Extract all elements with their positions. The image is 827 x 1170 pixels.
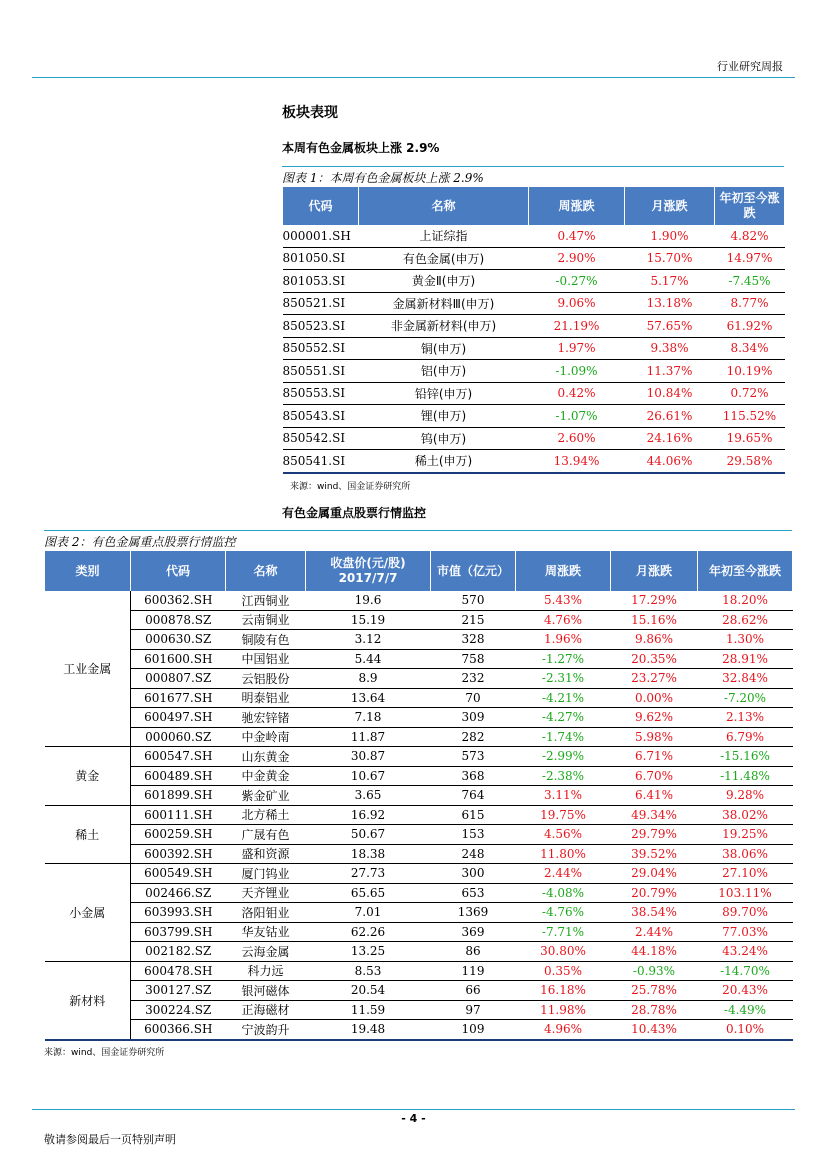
market-cap-cell: 615 — [431, 805, 516, 825]
code-cell: 600478.SH — [131, 961, 226, 981]
ytd-change-cell: 8.77% — [715, 292, 785, 315]
name-cell: 科力远 — [226, 961, 306, 981]
month-change-cell: 44.06% — [625, 450, 715, 473]
close-price-cell: 7.01 — [306, 903, 431, 923]
week-change-cell: 1.97% — [529, 337, 625, 360]
week-change-cell: -4.08% — [516, 883, 611, 903]
week-change-cell: 19.75% — [516, 805, 611, 825]
ytd-change-cell: 19.25% — [698, 825, 793, 845]
month-change-cell: 28.78% — [611, 1000, 698, 1020]
table-row — [283, 427, 785, 450]
code-cell: 600489.SH — [131, 766, 226, 786]
table-row — [45, 688, 793, 708]
code-cell: 000807.SZ — [131, 669, 226, 689]
name-cell: 云海金属 — [226, 942, 306, 962]
name-cell: 铜(申万) — [359, 337, 529, 360]
week-change-cell: -0.27% — [529, 270, 625, 293]
ytd-change-cell: 0.72% — [715, 382, 785, 405]
table-row — [45, 669, 793, 689]
ytd-change-cell: 1.30% — [698, 630, 793, 650]
month-change-cell: 1.90% — [625, 225, 715, 247]
name-cell: 铜陵有色 — [226, 630, 306, 650]
code-cell: 600547.SH — [131, 747, 226, 767]
market-cap-cell: 758 — [431, 649, 516, 669]
name-cell: 金属新材料Ⅲ(申万) — [359, 292, 529, 315]
week-change-cell: -1.27% — [516, 649, 611, 669]
ytd-change-cell: 4.82% — [715, 225, 785, 247]
table-row — [45, 747, 793, 767]
market-cap-cell: 573 — [431, 747, 516, 767]
week-change-cell: 3.11% — [516, 786, 611, 806]
col-header-week: 周涨跌 — [516, 551, 611, 591]
close-price-cell: 62.26 — [306, 922, 431, 942]
ytd-change-cell: 6.79% — [698, 727, 793, 747]
code-cell: 300224.SZ — [131, 1000, 226, 1020]
month-change-cell: 5.98% — [611, 727, 698, 747]
market-cap-cell: 653 — [431, 883, 516, 903]
table2-source: 来源：wind、国金证券研究所 — [44, 1048, 165, 1058]
month-change-cell: 10.43% — [611, 1020, 698, 1040]
month-change-cell: 44.18% — [611, 942, 698, 962]
ytd-change-cell: 18.20% — [698, 591, 793, 610]
name-cell: 中国铝业 — [226, 649, 306, 669]
code-cell: 300127.SZ — [131, 981, 226, 1001]
table-row — [283, 337, 785, 360]
name-cell: 明泰铝业 — [226, 688, 306, 708]
close-price-cell: 19.48 — [306, 1020, 431, 1040]
ytd-change-cell: 77.03% — [698, 922, 793, 942]
table-row — [283, 292, 785, 315]
week-change-cell: -4.76% — [516, 903, 611, 923]
month-change-cell: 49.34% — [611, 805, 698, 825]
close-price-cell: 11.87 — [306, 727, 431, 747]
table-row — [45, 1020, 793, 1040]
table-row — [45, 649, 793, 669]
category-cell: 黄金 — [45, 747, 131, 806]
table-row — [45, 981, 793, 1001]
code-cell: 000878.SZ — [131, 610, 226, 630]
week-change-cell: 9.06% — [529, 292, 625, 315]
close-price-cell: 18.38 — [306, 844, 431, 864]
code-cell: 600549.SH — [131, 864, 226, 884]
week-change-cell: 2.44% — [516, 864, 611, 884]
header-rule — [32, 77, 795, 78]
week-change-cell: 2.90% — [529, 247, 625, 270]
table-row — [45, 961, 793, 981]
ytd-change-cell: -14.70% — [698, 961, 793, 981]
ytd-change-cell: 0.10% — [698, 1020, 793, 1040]
name-cell: 天齐锂业 — [226, 883, 306, 903]
ytd-change-cell: 8.34% — [715, 337, 785, 360]
table-row — [45, 766, 793, 786]
close-price-cell: 16.92 — [306, 805, 431, 825]
ytd-change-cell: -7.45% — [715, 270, 785, 293]
table-row — [283, 360, 785, 383]
name-cell: 钨(申万) — [359, 427, 529, 450]
code-cell: 850542.SI — [283, 427, 359, 450]
market-cap-cell: 70 — [431, 688, 516, 708]
week-change-cell: -4.27% — [516, 708, 611, 728]
ytd-change-cell: -15.16% — [698, 747, 793, 767]
code-cell: 801053.SI — [283, 270, 359, 293]
week-change-cell: 16.18% — [516, 981, 611, 1001]
ytd-change-cell: 27.10% — [698, 864, 793, 884]
name-cell: 中金岭南 — [226, 727, 306, 747]
name-cell: 锂(申万) — [359, 405, 529, 428]
month-change-cell: 5.17% — [625, 270, 715, 293]
name-cell: 山东黄金 — [226, 747, 306, 767]
month-change-cell: 11.37% — [625, 360, 715, 383]
market-cap-cell: 86 — [431, 942, 516, 962]
table-row — [45, 883, 793, 903]
name-cell: 云铝股份 — [226, 669, 306, 689]
week-change-cell: -4.21% — [516, 688, 611, 708]
month-change-cell: 29.79% — [611, 825, 698, 845]
close-price-cell: 50.67 — [306, 825, 431, 845]
market-cap-cell: 215 — [431, 610, 516, 630]
col-header-month: 月涨跌 — [611, 551, 698, 591]
ytd-change-cell: 14.97% — [715, 247, 785, 270]
month-change-cell: 15.70% — [625, 247, 715, 270]
name-cell: 正海磁材 — [226, 1000, 306, 1020]
ytd-change-cell: 38.02% — [698, 805, 793, 825]
week-change-cell: 4.96% — [516, 1020, 611, 1040]
week-change-cell: -2.38% — [516, 766, 611, 786]
month-change-cell: 24.16% — [625, 427, 715, 450]
week-change-cell: -1.74% — [516, 727, 611, 747]
name-cell: 铅锌(申万) — [359, 382, 529, 405]
month-change-cell: 9.62% — [611, 708, 698, 728]
ytd-change-cell: 28.91% — [698, 649, 793, 669]
market-cap-cell: 66 — [431, 981, 516, 1001]
ytd-change-cell: 43.24% — [698, 942, 793, 962]
table-row — [283, 270, 785, 293]
close-price-cell: 3.65 — [306, 786, 431, 806]
stock-monitor-table — [44, 551, 793, 1041]
table-row — [45, 610, 793, 630]
ytd-change-cell: 103.11% — [698, 883, 793, 903]
page-number: - 4 - — [401, 1112, 426, 1125]
month-change-cell: 57.65% — [625, 315, 715, 338]
code-cell: 603993.SH — [131, 903, 226, 923]
market-cap-cell: 328 — [431, 630, 516, 650]
market-cap-cell: 248 — [431, 844, 516, 864]
month-change-cell: 25.78% — [611, 981, 698, 1001]
name-cell: 华友钴业 — [226, 922, 306, 942]
market-cap-cell: 153 — [431, 825, 516, 845]
col-header-name: 名称 — [359, 187, 529, 225]
table-row — [283, 450, 785, 473]
market-cap-cell: 97 — [431, 1000, 516, 1020]
ytd-change-cell: -4.49% — [698, 1000, 793, 1020]
table-row — [283, 247, 785, 270]
week-change-cell: 4.56% — [516, 825, 611, 845]
month-change-cell: 6.70% — [611, 766, 698, 786]
table1-caption: 图表 1：本周有色金属板块上涨 2.9% — [282, 166, 784, 186]
table-row — [45, 825, 793, 845]
name-cell: 上证综指 — [359, 225, 529, 247]
code-cell: 000630.SZ — [131, 630, 226, 650]
market-cap-cell: 232 — [431, 669, 516, 689]
week-change-cell: -1.07% — [529, 405, 625, 428]
code-cell: 850553.SI — [283, 382, 359, 405]
code-cell: 601600.SH — [131, 649, 226, 669]
category-cell: 工业金属 — [45, 591, 131, 747]
week-change-cell: 13.94% — [529, 450, 625, 473]
close-price-cell: 30.87 — [306, 747, 431, 767]
ytd-change-cell: -11.48% — [698, 766, 793, 786]
close-price-cell: 65.65 — [306, 883, 431, 903]
close-price-cell: 8.9 — [306, 669, 431, 689]
market-cap-cell: 369 — [431, 922, 516, 942]
code-cell: 000060.SZ — [131, 727, 226, 747]
market-cap-cell: 368 — [431, 766, 516, 786]
month-change-cell: 20.79% — [611, 883, 698, 903]
ytd-change-cell: 29.58% — [715, 450, 785, 473]
month-change-cell: 0.00% — [611, 688, 698, 708]
close-price-cell: 3.12 — [306, 630, 431, 650]
month-change-cell: 15.16% — [611, 610, 698, 630]
month-change-cell: 20.35% — [611, 649, 698, 669]
name-cell: 宁波韵升 — [226, 1020, 306, 1040]
table-row — [45, 1000, 793, 1020]
week-change-cell: 5.43% — [516, 591, 611, 610]
month-change-cell: 10.84% — [625, 382, 715, 405]
ytd-change-cell: 20.43% — [698, 981, 793, 1001]
col-header-week: 周涨跌 — [529, 187, 625, 225]
week-change-cell: 0.35% — [516, 961, 611, 981]
name-cell: 广晟有色 — [226, 825, 306, 845]
name-cell: 紫金矿业 — [226, 786, 306, 806]
disclaimer-note: 敬请参阅最后一页特别声明 — [44, 1133, 176, 1146]
name-cell: 云南铜业 — [226, 610, 306, 630]
close-price-cell: 11.59 — [306, 1000, 431, 1020]
col-header-category: 类别 — [45, 551, 131, 591]
name-cell: 北方稀土 — [226, 805, 306, 825]
col-header-ytd: 年初至今涨跌 — [715, 187, 785, 225]
ytd-change-cell: 9.28% — [698, 786, 793, 806]
name-cell: 黄金Ⅱ(申万) — [359, 270, 529, 293]
close-price-cell: 10.67 — [306, 766, 431, 786]
market-cap-cell: 570 — [431, 591, 516, 610]
market-cap-cell: 119 — [431, 961, 516, 981]
table-row — [45, 591, 793, 610]
name-cell: 有色金属(申万) — [359, 247, 529, 270]
close-price-cell: 20.54 — [306, 981, 431, 1001]
table-row — [283, 225, 785, 247]
close-price-cell: 19.6 — [306, 591, 431, 610]
month-change-cell: 2.44% — [611, 922, 698, 942]
week-change-cell: 11.98% — [516, 1000, 611, 1020]
week-change-cell: 0.47% — [529, 225, 625, 247]
code-cell: 600362.SH — [131, 591, 226, 610]
col-header-code: 代码 — [283, 187, 359, 225]
close-price-cell: 5.44 — [306, 649, 431, 669]
table-row — [45, 708, 793, 728]
ytd-change-cell: 28.62% — [698, 610, 793, 630]
code-cell: 600392.SH — [131, 844, 226, 864]
sector-performance-table — [282, 187, 785, 474]
name-cell: 中金黄金 — [226, 766, 306, 786]
name-cell: 铝(申万) — [359, 360, 529, 383]
table-row — [283, 315, 785, 338]
code-cell: 600111.SH — [131, 805, 226, 825]
section-title: 板块表现 — [282, 105, 338, 121]
week-change-cell: 11.80% — [516, 844, 611, 864]
code-cell: 002466.SZ — [131, 883, 226, 903]
market-cap-cell: 764 — [431, 786, 516, 806]
ytd-change-cell: -7.20% — [698, 688, 793, 708]
code-cell: 601899.SH — [131, 786, 226, 806]
code-cell: 850541.SI — [283, 450, 359, 473]
table-row — [45, 942, 793, 962]
code-cell: 850543.SI — [283, 405, 359, 428]
close-price-cell: 27.73 — [306, 864, 431, 884]
table-row — [283, 382, 785, 405]
table2-caption: 图表 2：有色金属重点股票行情监控 — [44, 530, 792, 550]
code-cell: 600366.SH — [131, 1020, 226, 1040]
category-cell: 稀土 — [45, 805, 131, 864]
month-change-cell: 9.38% — [625, 337, 715, 360]
month-change-cell: 39.52% — [611, 844, 698, 864]
col-header-month: 月涨跌 — [625, 187, 715, 225]
market-cap-cell: 282 — [431, 727, 516, 747]
month-change-cell: 26.61% — [625, 405, 715, 428]
month-change-cell: 6.41% — [611, 786, 698, 806]
name-cell: 洛阳钼业 — [226, 903, 306, 923]
market-cap-cell: 109 — [431, 1020, 516, 1040]
ytd-change-cell: 61.92% — [715, 315, 785, 338]
table-row — [45, 864, 793, 884]
close-price-cell: 8.53 — [306, 961, 431, 981]
col-header-ytd: 年初至今涨跌 — [698, 551, 793, 591]
col-header-name: 名称 — [226, 551, 306, 591]
name-cell: 江西铜业 — [226, 591, 306, 610]
col-header-close-price: 收盘价(元/股) 2017/7/7 — [306, 551, 431, 591]
code-cell: 600497.SH — [131, 708, 226, 728]
table-row — [45, 844, 793, 864]
report-type-label: 行业研究周报 — [717, 60, 783, 73]
name-cell: 非金属新材料(申万) — [359, 315, 529, 338]
table-row — [45, 727, 793, 747]
name-cell: 银河磁体 — [226, 981, 306, 1001]
code-cell: 002182.SZ — [131, 942, 226, 962]
code-cell: 850551.SI — [283, 360, 359, 383]
code-cell: 850523.SI — [283, 315, 359, 338]
subtitle-stocks: 有色金属重点股票行情监控 — [282, 506, 427, 520]
col-header-market-cap: 市值（亿元） — [431, 551, 516, 591]
month-change-cell: 23.27% — [611, 669, 698, 689]
name-cell: 稀土(申万) — [359, 450, 529, 473]
month-change-cell: 17.29% — [611, 591, 698, 610]
table-row — [45, 630, 793, 650]
close-price-cell: 13.25 — [306, 942, 431, 962]
ytd-change-cell: 10.19% — [715, 360, 785, 383]
code-cell: 850521.SI — [283, 292, 359, 315]
code-cell: 600259.SH — [131, 825, 226, 845]
week-change-cell: 21.19% — [529, 315, 625, 338]
close-price-cell: 7.18 — [306, 708, 431, 728]
table-row — [45, 903, 793, 923]
code-cell: 801050.SI — [283, 247, 359, 270]
week-change-cell: -1.09% — [529, 360, 625, 383]
ytd-change-cell: 115.52% — [715, 405, 785, 428]
table1-source: 来源：wind、国金证券研究所 — [290, 482, 411, 492]
code-cell: 000001.SH — [283, 225, 359, 247]
name-cell: 驰宏锌锗 — [226, 708, 306, 728]
subtitle-sector: 本周有色金属板块上涨 2.9% — [282, 141, 440, 155]
ytd-change-cell: 19.65% — [715, 427, 785, 450]
week-change-cell: 0.42% — [529, 382, 625, 405]
ytd-change-cell: 38.06% — [698, 844, 793, 864]
week-change-cell: 1.96% — [516, 630, 611, 650]
close-price-cell: 15.19 — [306, 610, 431, 630]
week-change-cell: -2.99% — [516, 747, 611, 767]
table-row — [45, 805, 793, 825]
market-cap-cell: 309 — [431, 708, 516, 728]
code-cell: 603799.SH — [131, 922, 226, 942]
month-change-cell: -0.93% — [611, 961, 698, 981]
ytd-change-cell: 32.84% — [698, 669, 793, 689]
close-price-cell: 13.64 — [306, 688, 431, 708]
month-change-cell: 6.71% — [611, 747, 698, 767]
market-cap-cell: 1369 — [431, 903, 516, 923]
category-cell: 小金属 — [45, 864, 131, 962]
month-change-cell: 9.86% — [611, 630, 698, 650]
week-change-cell: -2.31% — [516, 669, 611, 689]
market-cap-cell: 300 — [431, 864, 516, 884]
week-change-cell: 2.60% — [529, 427, 625, 450]
name-cell: 厦门钨业 — [226, 864, 306, 884]
ytd-change-cell: 89.70% — [698, 903, 793, 923]
month-change-cell: 29.04% — [611, 864, 698, 884]
name-cell: 盛和资源 — [226, 844, 306, 864]
col-header-code: 代码 — [131, 551, 226, 591]
code-cell: 850552.SI — [283, 337, 359, 360]
table-row — [283, 405, 785, 428]
week-change-cell: 30.80% — [516, 942, 611, 962]
month-change-cell: 38.54% — [611, 903, 698, 923]
footer-rule — [32, 1109, 795, 1110]
table-row — [45, 786, 793, 806]
week-change-cell: 4.76% — [516, 610, 611, 630]
ytd-change-cell: 2.13% — [698, 708, 793, 728]
code-cell: 601677.SH — [131, 688, 226, 708]
table-row — [45, 922, 793, 942]
week-change-cell: -7.71% — [516, 922, 611, 942]
month-change-cell: 13.18% — [625, 292, 715, 315]
category-cell: 新材料 — [45, 961, 131, 1040]
